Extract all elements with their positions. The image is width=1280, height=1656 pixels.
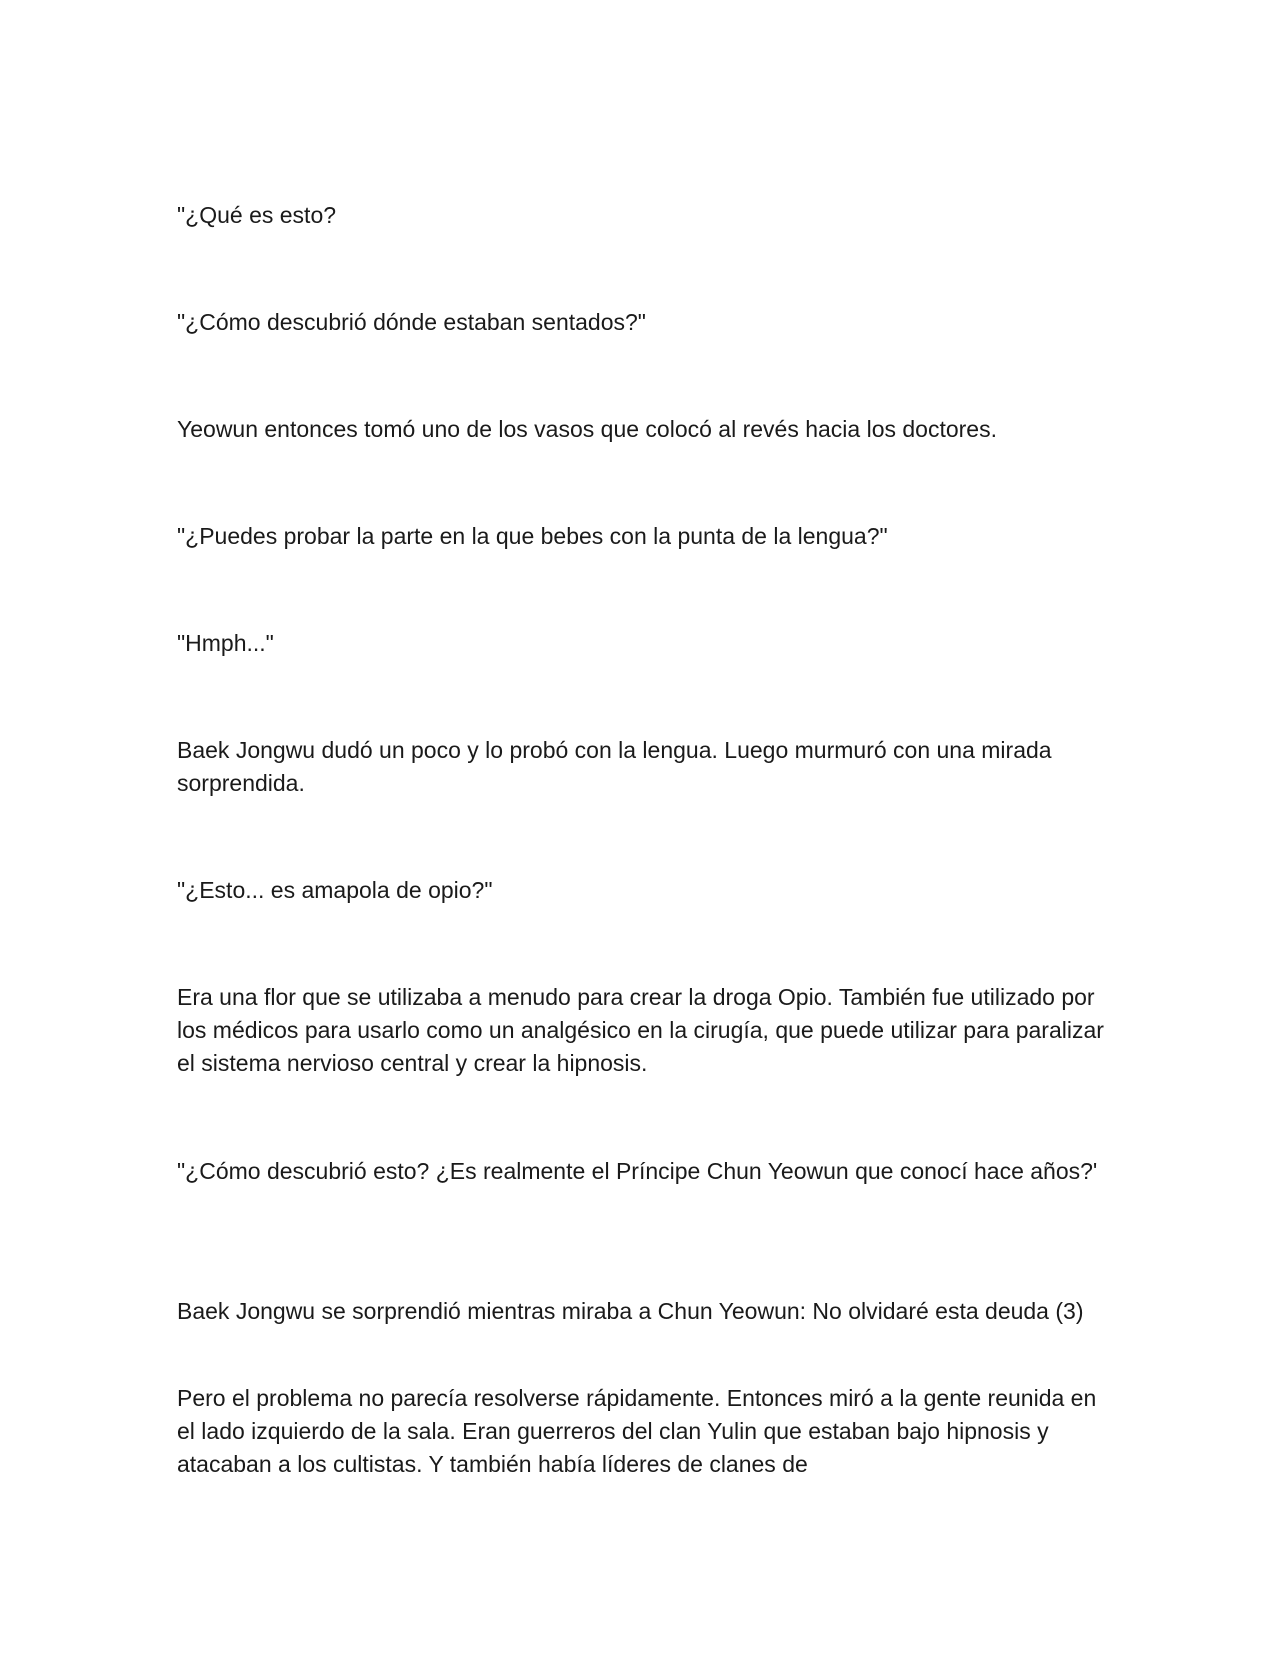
paragraph-3: Yeowun entonces tomó uno de los vasos que colocó al revés hacia los doctores.	[177, 416, 997, 442]
paragraph-5: "Hmph..."	[177, 630, 274, 656]
paragraph-8: Era una flor que se utilizaba a menudo para crear la droga Opio. También fue utilizado por los médicos para usarlo como un analgésico en la cirugía, que puede utilizar para paralizar el sistema nervioso central y crear la hipnosis.	[177, 984, 1104, 1076]
paragraph-2: "¿Cómo descubrió dónde estaban sentados?"	[177, 309, 646, 335]
paragraph-10: Baek Jongwu se sorprendió mientras miraba a Chun Yeowun: No olvidaré esta deuda (3)	[177, 1298, 1084, 1324]
paragraph-11: Pero el problema no parecía resolverse rápidamente. Entonces miró a la gente reunida en el lado izquierdo de la sala. Eran guerreros del clan Yulin que estaban bajo hipnosis y atacaban a los cultistas. Y también había líderes de clanes de	[177, 1385, 1097, 1477]
paragraph-4: "¿Puedes probar la parte en la que bebes con la punta de la lengua?"	[177, 523, 888, 549]
paragraph-6: Baek Jongwu dudó un poco y lo probó con la lengua. Luego murmuró con una mirada sorprendida.	[177, 737, 1052, 796]
paragraph-7: "¿Esto... es amapola de opio?"	[177, 877, 493, 903]
paragraph-9: "¿Cómo descubrió esto? ¿Es realmente el Príncipe Chun Yeowun que conocí hace años?'	[177, 1158, 1098, 1184]
paragraph-1: "¿Qué es esto?	[177, 202, 337, 228]
